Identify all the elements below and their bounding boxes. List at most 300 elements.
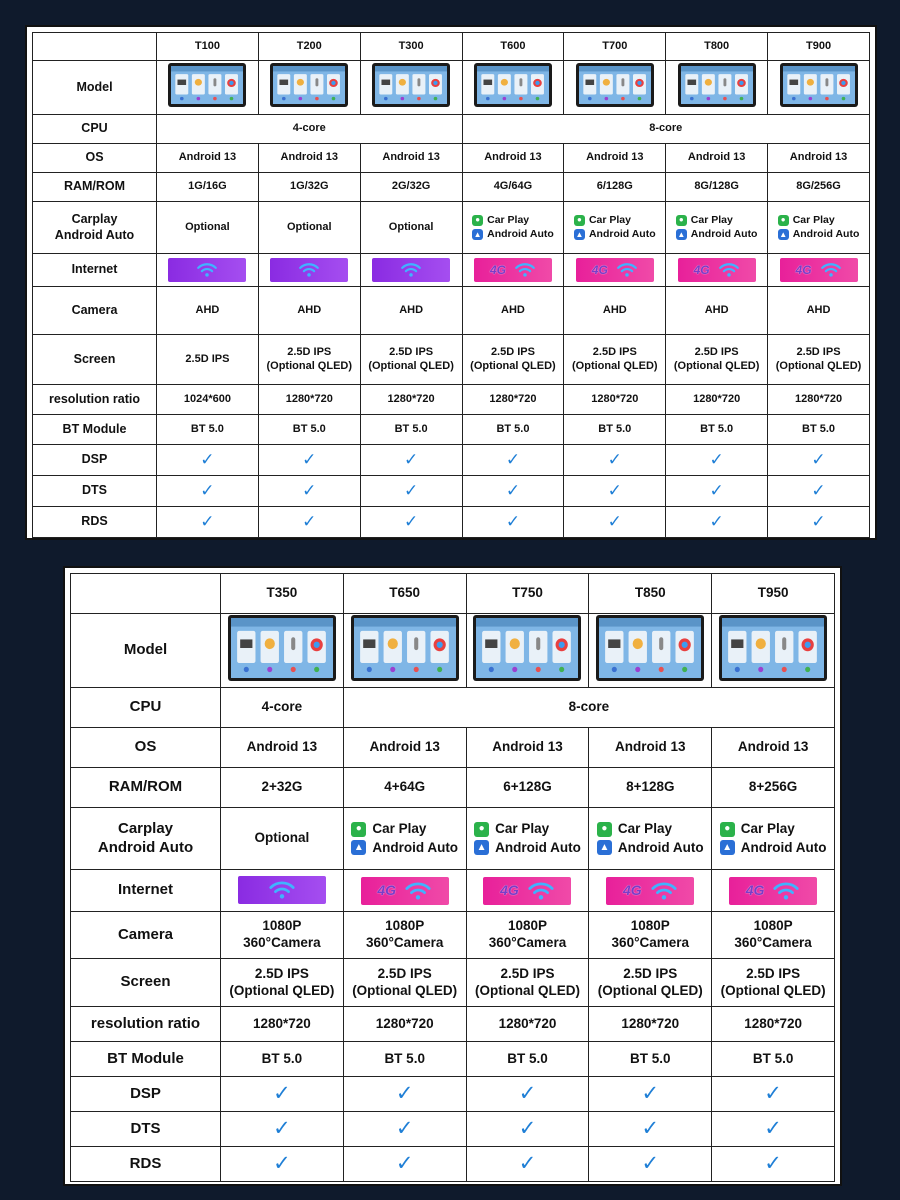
row-label-bt: BT Module — [71, 1042, 221, 1077]
carplay-icon: ● — [720, 822, 735, 837]
android-auto-line — [474, 840, 581, 857]
carplay-icon: ● — [351, 822, 366, 837]
checkmark-icon: ✓ — [505, 450, 521, 470]
internet-cell — [221, 870, 344, 912]
model-cell — [712, 614, 835, 688]
checkmark-icon: ✓ — [709, 450, 724, 470]
row-label-carplay — [71, 808, 221, 870]
cpu-cell: 4-core — [221, 688, 344, 728]
wifi-icon — [404, 881, 432, 901]
row-label-ram: RAM/ROM — [33, 173, 157, 202]
4g-icon: 4G — [622, 881, 642, 898]
row-label-dts: DTS — [33, 476, 157, 507]
checkmark-icon: ✓ — [302, 512, 317, 532]
checkmark-icon: ✓ — [403, 450, 419, 470]
camera-cell: AHD — [258, 287, 360, 335]
corner-cell — [71, 574, 221, 614]
4g-icon: 4G — [489, 262, 506, 277]
row-ram — [33, 173, 870, 202]
checkmark-icon: ✓ — [302, 481, 317, 501]
row-model — [33, 61, 870, 115]
row-resolution — [71, 1007, 835, 1042]
dsp-cell — [768, 445, 870, 476]
wifi-icon — [820, 262, 842, 277]
row-screen — [33, 335, 870, 385]
model-cell — [564, 61, 666, 115]
cell-line: (Optional QLED) — [368, 359, 454, 372]
screen-cell — [768, 335, 870, 385]
checkmark-icon: ✓ — [764, 1116, 782, 1140]
dts-cell — [564, 476, 666, 507]
ram-cell: 8+128G — [589, 768, 712, 808]
rds-cell — [221, 1147, 344, 1182]
bt-cell: BT 5.0 — [564, 415, 666, 445]
cell-line: 2.5D IPS — [500, 965, 555, 981]
carplay-line — [676, 214, 758, 227]
row-label-cpu: CPU — [71, 688, 221, 728]
internet-cell — [466, 870, 589, 912]
os-cell: Android 13 — [462, 144, 564, 173]
android-auto-text: Android Auto — [487, 228, 554, 240]
dts-cell — [768, 476, 870, 507]
carplay-text: Car Play — [690, 213, 733, 226]
android-auto-text: Android Auto — [792, 228, 860, 240]
screen-cell — [360, 335, 462, 385]
ram-cell: 4G/64G — [462, 173, 564, 202]
carplay-line — [472, 214, 554, 227]
ram-cell: 8G/128G — [666, 173, 768, 202]
ram-cell: 8G/256G — [768, 173, 870, 202]
android-auto-line — [778, 228, 860, 241]
camera-cell: AHD — [157, 287, 259, 335]
head-unit-image — [168, 63, 246, 107]
cpu-cell: 8-core — [462, 115, 869, 144]
android-auto-icon: ▲ — [473, 229, 482, 239]
checkmark-icon: ✓ — [709, 512, 724, 532]
cell-line: 2.5D IPS — [377, 965, 432, 981]
ram-cell: 6/128G — [564, 173, 666, 202]
checkmark-icon: ✓ — [273, 1081, 291, 1105]
bt-cell: BT 5.0 — [343, 1042, 466, 1077]
screen-cell — [712, 959, 835, 1007]
wifi-icon — [514, 262, 536, 277]
checkmark-icon: ✓ — [518, 1116, 537, 1140]
row-label-camera: Camera — [71, 912, 221, 959]
dts-cell — [221, 1112, 344, 1147]
row-carplay — [33, 202, 870, 254]
android-auto-icon: ▲ — [474, 840, 489, 855]
carplay-cell — [768, 202, 870, 254]
model-cell — [360, 61, 462, 115]
camera-cell: AHD — [768, 287, 870, 335]
dts-cell — [466, 1112, 589, 1147]
model-name-header: T300 — [360, 33, 462, 61]
carplay-line — [474, 821, 581, 838]
carplay-cell: Optional — [258, 202, 360, 254]
model-cell — [157, 61, 259, 115]
checkmark-icon: ✓ — [764, 1081, 782, 1105]
row-label-screen: Screen — [33, 335, 157, 385]
carplay-text: Car Play — [588, 213, 631, 226]
model-name-header: T850 — [589, 574, 712, 614]
bt-cell: BT 5.0 — [666, 415, 768, 445]
head-unit-image — [473, 615, 581, 681]
screen-cell — [466, 959, 589, 1007]
carplay-text: Car Play — [495, 820, 550, 836]
carplay-cell: Optional — [360, 202, 462, 254]
head-unit-image — [474, 63, 552, 107]
cell-line: (Optional QLED) — [266, 359, 353, 372]
android-auto-icon: ▲ — [351, 840, 366, 855]
row-label-carplay — [33, 202, 157, 254]
row-label-resolution: resolution ratio — [71, 1007, 221, 1042]
android-auto-line — [574, 228, 656, 241]
model-cell — [258, 61, 360, 115]
cell-line: 360°Camera — [611, 935, 690, 950]
row-label-model: Model — [33, 61, 157, 115]
model-name-header: T350 — [221, 574, 344, 614]
carplay-line — [597, 821, 704, 838]
checkmark-icon: ✓ — [302, 450, 317, 470]
resolution-cell: 1024*600 — [157, 385, 259, 415]
carplay-cell — [589, 808, 712, 870]
checkmark-icon: ✓ — [395, 1151, 414, 1175]
head-unit-image — [270, 63, 348, 107]
cell-line: (Optional QLED) — [673, 359, 760, 372]
cell-line: 360°Camera — [365, 935, 444, 950]
row-cpu — [33, 115, 870, 144]
os-cell: Android 13 — [221, 728, 344, 768]
os-cell: Android 13 — [157, 144, 259, 173]
checkmark-icon: ✓ — [641, 1116, 660, 1140]
camera-cell: AHD — [564, 287, 666, 335]
row-rds — [33, 507, 870, 538]
internet-cell — [343, 870, 466, 912]
rds-cell — [712, 1147, 835, 1182]
checkmark-icon: ✓ — [505, 481, 521, 501]
carplay-icon: ● — [474, 822, 489, 837]
checkmark-icon: ✓ — [709, 481, 724, 501]
os-cell: Android 13 — [564, 144, 666, 173]
row-os — [33, 144, 870, 173]
internet-4g-wifi-badge — [678, 258, 756, 282]
spec-table-2 — [70, 573, 835, 1182]
ram-cell: 6+128G — [466, 768, 589, 808]
carplay-line — [574, 214, 656, 227]
carplay-text: Car Play — [372, 820, 427, 836]
resolution-cell: 1280*720 — [466, 1007, 589, 1042]
cell-line: 360°Camera — [243, 935, 321, 950]
internet-cell — [157, 254, 259, 287]
ram-cell: 2G/32G — [360, 173, 462, 202]
rds-cell — [343, 1147, 466, 1182]
rds-cell — [666, 507, 768, 538]
screen-cell — [666, 335, 768, 385]
row-label-dts: DTS — [71, 1112, 221, 1147]
row-label-bt: BT Module — [33, 415, 157, 445]
os-cell: Android 13 — [589, 728, 712, 768]
dsp-cell — [564, 445, 666, 476]
checkmark-icon: ✓ — [518, 1151, 537, 1175]
ram-cell: 2+32G — [221, 768, 344, 808]
row-os — [71, 728, 835, 768]
rds-cell — [157, 507, 259, 538]
checkmark-icon: ✓ — [641, 1081, 660, 1105]
checkmark-icon: ✓ — [273, 1151, 291, 1175]
camera-cell — [221, 912, 344, 959]
os-cell: Android 13 — [258, 144, 360, 173]
dts-cell — [157, 476, 259, 507]
spec-table-panel-2 — [63, 566, 842, 1186]
rds-cell — [768, 507, 870, 538]
screen-cell — [564, 335, 666, 385]
os-cell: Android 13 — [343, 728, 466, 768]
carplay-line — [720, 821, 827, 838]
carplay-cell: Optional — [221, 808, 344, 870]
checkmark-icon: ✓ — [518, 1081, 537, 1105]
android-auto-text: Android Auto — [690, 228, 758, 240]
carplay-icon: ● — [597, 822, 612, 837]
dts-cell — [462, 476, 564, 507]
carplay-cell: Optional — [157, 202, 259, 254]
screen-cell — [343, 959, 466, 1007]
bt-cell: BT 5.0 — [360, 415, 462, 445]
checkmark-icon: ✓ — [395, 1081, 414, 1105]
row-head — [33, 33, 870, 61]
carplay-text: Car Play — [617, 820, 672, 836]
checkmark-icon: ✓ — [811, 481, 826, 501]
model-name-header: T750 — [466, 574, 589, 614]
android-auto-icon: ▲ — [720, 840, 735, 855]
internet-cell — [768, 254, 870, 287]
model-cell — [462, 61, 564, 115]
resolution-cell: 1280*720 — [462, 385, 564, 415]
android-auto-text: Android Auto — [372, 839, 459, 855]
cell-line: (Optional QLED) — [572, 359, 658, 372]
row-label-ram: RAM/ROM — [71, 768, 221, 808]
internet-4g-wifi-badge — [780, 258, 858, 282]
bt-cell: BT 5.0 — [589, 1042, 712, 1077]
dsp-cell — [666, 445, 768, 476]
ram-cell: 8+256G — [712, 768, 835, 808]
screen-cell — [258, 335, 360, 385]
camera-cell — [589, 912, 712, 959]
android-auto-line — [597, 840, 704, 857]
os-cell: Android 13 — [768, 144, 870, 173]
row-label-internet: Internet — [71, 870, 221, 912]
row-label-rds: RDS — [33, 507, 157, 538]
cell-line: 1080P — [753, 918, 793, 934]
dsp-cell — [589, 1077, 712, 1112]
internet-cell — [462, 254, 564, 287]
wifi-icon — [527, 881, 555, 901]
bt-cell: BT 5.0 — [258, 415, 360, 445]
screen-cell — [589, 959, 712, 1007]
cell-line: 2.5D IPS — [694, 345, 739, 358]
internet-cell — [564, 254, 666, 287]
cell-line: 2.5D IPS — [746, 965, 801, 981]
cell-line: 2.5D IPS — [592, 345, 637, 358]
row-dsp — [71, 1077, 835, 1112]
dsp-cell — [360, 445, 462, 476]
camera-cell: AHD — [462, 287, 564, 335]
checkmark-icon: ✓ — [200, 450, 215, 470]
row-dts — [33, 476, 870, 507]
internet-4g-wifi-badge — [606, 877, 694, 905]
dts-cell — [258, 476, 360, 507]
4g-icon: 4G — [745, 881, 765, 898]
row-carplay — [71, 808, 835, 870]
cell-line: (Optional QLED) — [597, 982, 703, 998]
model-name-header: T900 — [768, 33, 870, 61]
ram-cell: 1G/32G — [258, 173, 360, 202]
os-cell: Android 13 — [466, 728, 589, 768]
head-unit-image — [351, 615, 459, 681]
wifi-icon — [650, 881, 678, 901]
cell-line: (Optional QLED) — [229, 982, 335, 998]
corner-cell — [33, 33, 157, 61]
internet-4g-wifi-badge — [361, 877, 449, 905]
cell-line: 1080P — [630, 918, 670, 934]
carplay-cell — [466, 808, 589, 870]
model-cell — [589, 614, 712, 688]
checkmark-icon: ✓ — [811, 512, 826, 532]
label-line: Carplay — [117, 819, 174, 837]
checkmark-icon: ✓ — [607, 512, 622, 532]
screen-cell — [221, 959, 344, 1007]
cell-line: (Optional QLED) — [775, 359, 862, 372]
wifi-icon — [168, 258, 246, 282]
carplay-icon: ● — [472, 215, 483, 226]
cpu-cell: 4-core — [157, 115, 463, 144]
carplay-android-auto — [574, 213, 656, 242]
rds-cell — [564, 507, 666, 538]
model-cell — [466, 614, 589, 688]
row-screen — [71, 959, 835, 1007]
row-label-dsp: DSP — [33, 445, 157, 476]
rds-cell — [462, 507, 564, 538]
row-dsp — [33, 445, 870, 476]
resolution-cell: 1280*720 — [343, 1007, 466, 1042]
android-auto-text: Android Auto — [495, 839, 581, 855]
cell-line: 2.5D IPS — [623, 965, 678, 981]
screen-cell — [462, 335, 564, 385]
carplay-cell — [712, 808, 835, 870]
label-line: Android Auto — [97, 838, 194, 856]
cpu-cell: 8-core — [343, 688, 834, 728]
row-cpu — [71, 688, 835, 728]
android-auto-line — [351, 840, 458, 857]
internet-4g-wifi-badge — [576, 258, 654, 282]
android-auto-text: Android Auto — [588, 228, 656, 240]
rds-cell — [258, 507, 360, 538]
rds-cell — [589, 1147, 712, 1182]
android-auto-text: Android Auto — [617, 839, 704, 855]
android-auto-icon: ▲ — [677, 229, 686, 239]
spec-table-1 — [32, 32, 870, 538]
cell-line: 360°Camera — [734, 935, 812, 950]
resolution-cell: 1280*720 — [221, 1007, 344, 1042]
internet-cell — [360, 254, 462, 287]
carplay-android-auto — [597, 819, 704, 859]
os-cell: Android 13 — [666, 144, 768, 173]
wifi-icon — [270, 258, 348, 282]
ram-cell: 4+64G — [343, 768, 466, 808]
carplay-cell — [462, 202, 564, 254]
wifi-icon — [372, 258, 450, 282]
row-head — [71, 574, 835, 614]
internet-4g-wifi-badge — [483, 877, 571, 905]
carplay-text: Car Play — [740, 820, 795, 836]
bt-cell: BT 5.0 — [768, 415, 870, 445]
model-name-header: T600 — [462, 33, 564, 61]
bt-cell: BT 5.0 — [466, 1042, 589, 1077]
internet-cell — [666, 254, 768, 287]
camera-cell: AHD — [666, 287, 768, 335]
cell-line: 2.5D IPS — [796, 345, 841, 358]
4g-icon: 4G — [377, 881, 397, 898]
cell-line: 2.5D IPS — [254, 965, 309, 981]
checkmark-icon: ✓ — [273, 1116, 291, 1140]
head-unit-image — [228, 615, 336, 681]
carplay-text: Car Play — [487, 213, 530, 226]
dsp-cell — [343, 1077, 466, 1112]
checkmark-icon: ✓ — [395, 1116, 414, 1140]
cell-line: 2.5D IPS — [287, 345, 332, 358]
internet-cell — [712, 870, 835, 912]
resolution-cell: 1280*720 — [768, 385, 870, 415]
row-rds — [71, 1147, 835, 1182]
row-label-cpu: CPU — [33, 115, 157, 144]
carplay-android-auto — [720, 819, 827, 859]
model-name-header: T800 — [666, 33, 768, 61]
cell-line: 1080P — [385, 918, 425, 934]
wifi-icon — [616, 262, 638, 277]
cell-line: (Optional QLED) — [474, 982, 580, 998]
android-auto-line — [720, 840, 827, 857]
row-label-os: OS — [33, 144, 157, 173]
row-bt — [71, 1042, 835, 1077]
checkmark-icon: ✓ — [764, 1151, 782, 1175]
rds-cell — [466, 1147, 589, 1182]
row-camera — [33, 287, 870, 335]
dsp-cell — [221, 1077, 344, 1112]
carplay-icon: ● — [574, 215, 585, 226]
head-unit-image — [596, 615, 704, 681]
cell-line: (Optional QLED) — [720, 982, 826, 998]
android-auto-line — [676, 228, 758, 241]
row-bt — [33, 415, 870, 445]
carplay-line — [351, 821, 458, 838]
head-unit-image — [780, 63, 858, 107]
dsp-cell — [258, 445, 360, 476]
wifi-icon — [772, 881, 800, 901]
model-cell — [343, 614, 466, 688]
camera-cell: AHD — [360, 287, 462, 335]
row-internet — [33, 254, 870, 287]
internet-4g-wifi-badge — [729, 877, 817, 905]
head-unit-image — [719, 615, 827, 681]
android-auto-icon: ▲ — [575, 229, 584, 239]
dts-cell — [712, 1112, 835, 1147]
row-dts — [71, 1112, 835, 1147]
bt-cell: BT 5.0 — [157, 415, 259, 445]
dsp-cell — [712, 1077, 835, 1112]
model-name-header: T200 — [258, 33, 360, 61]
internet-cell — [258, 254, 360, 287]
carplay-android-auto — [472, 213, 554, 242]
4g-icon: 4G — [693, 262, 710, 277]
